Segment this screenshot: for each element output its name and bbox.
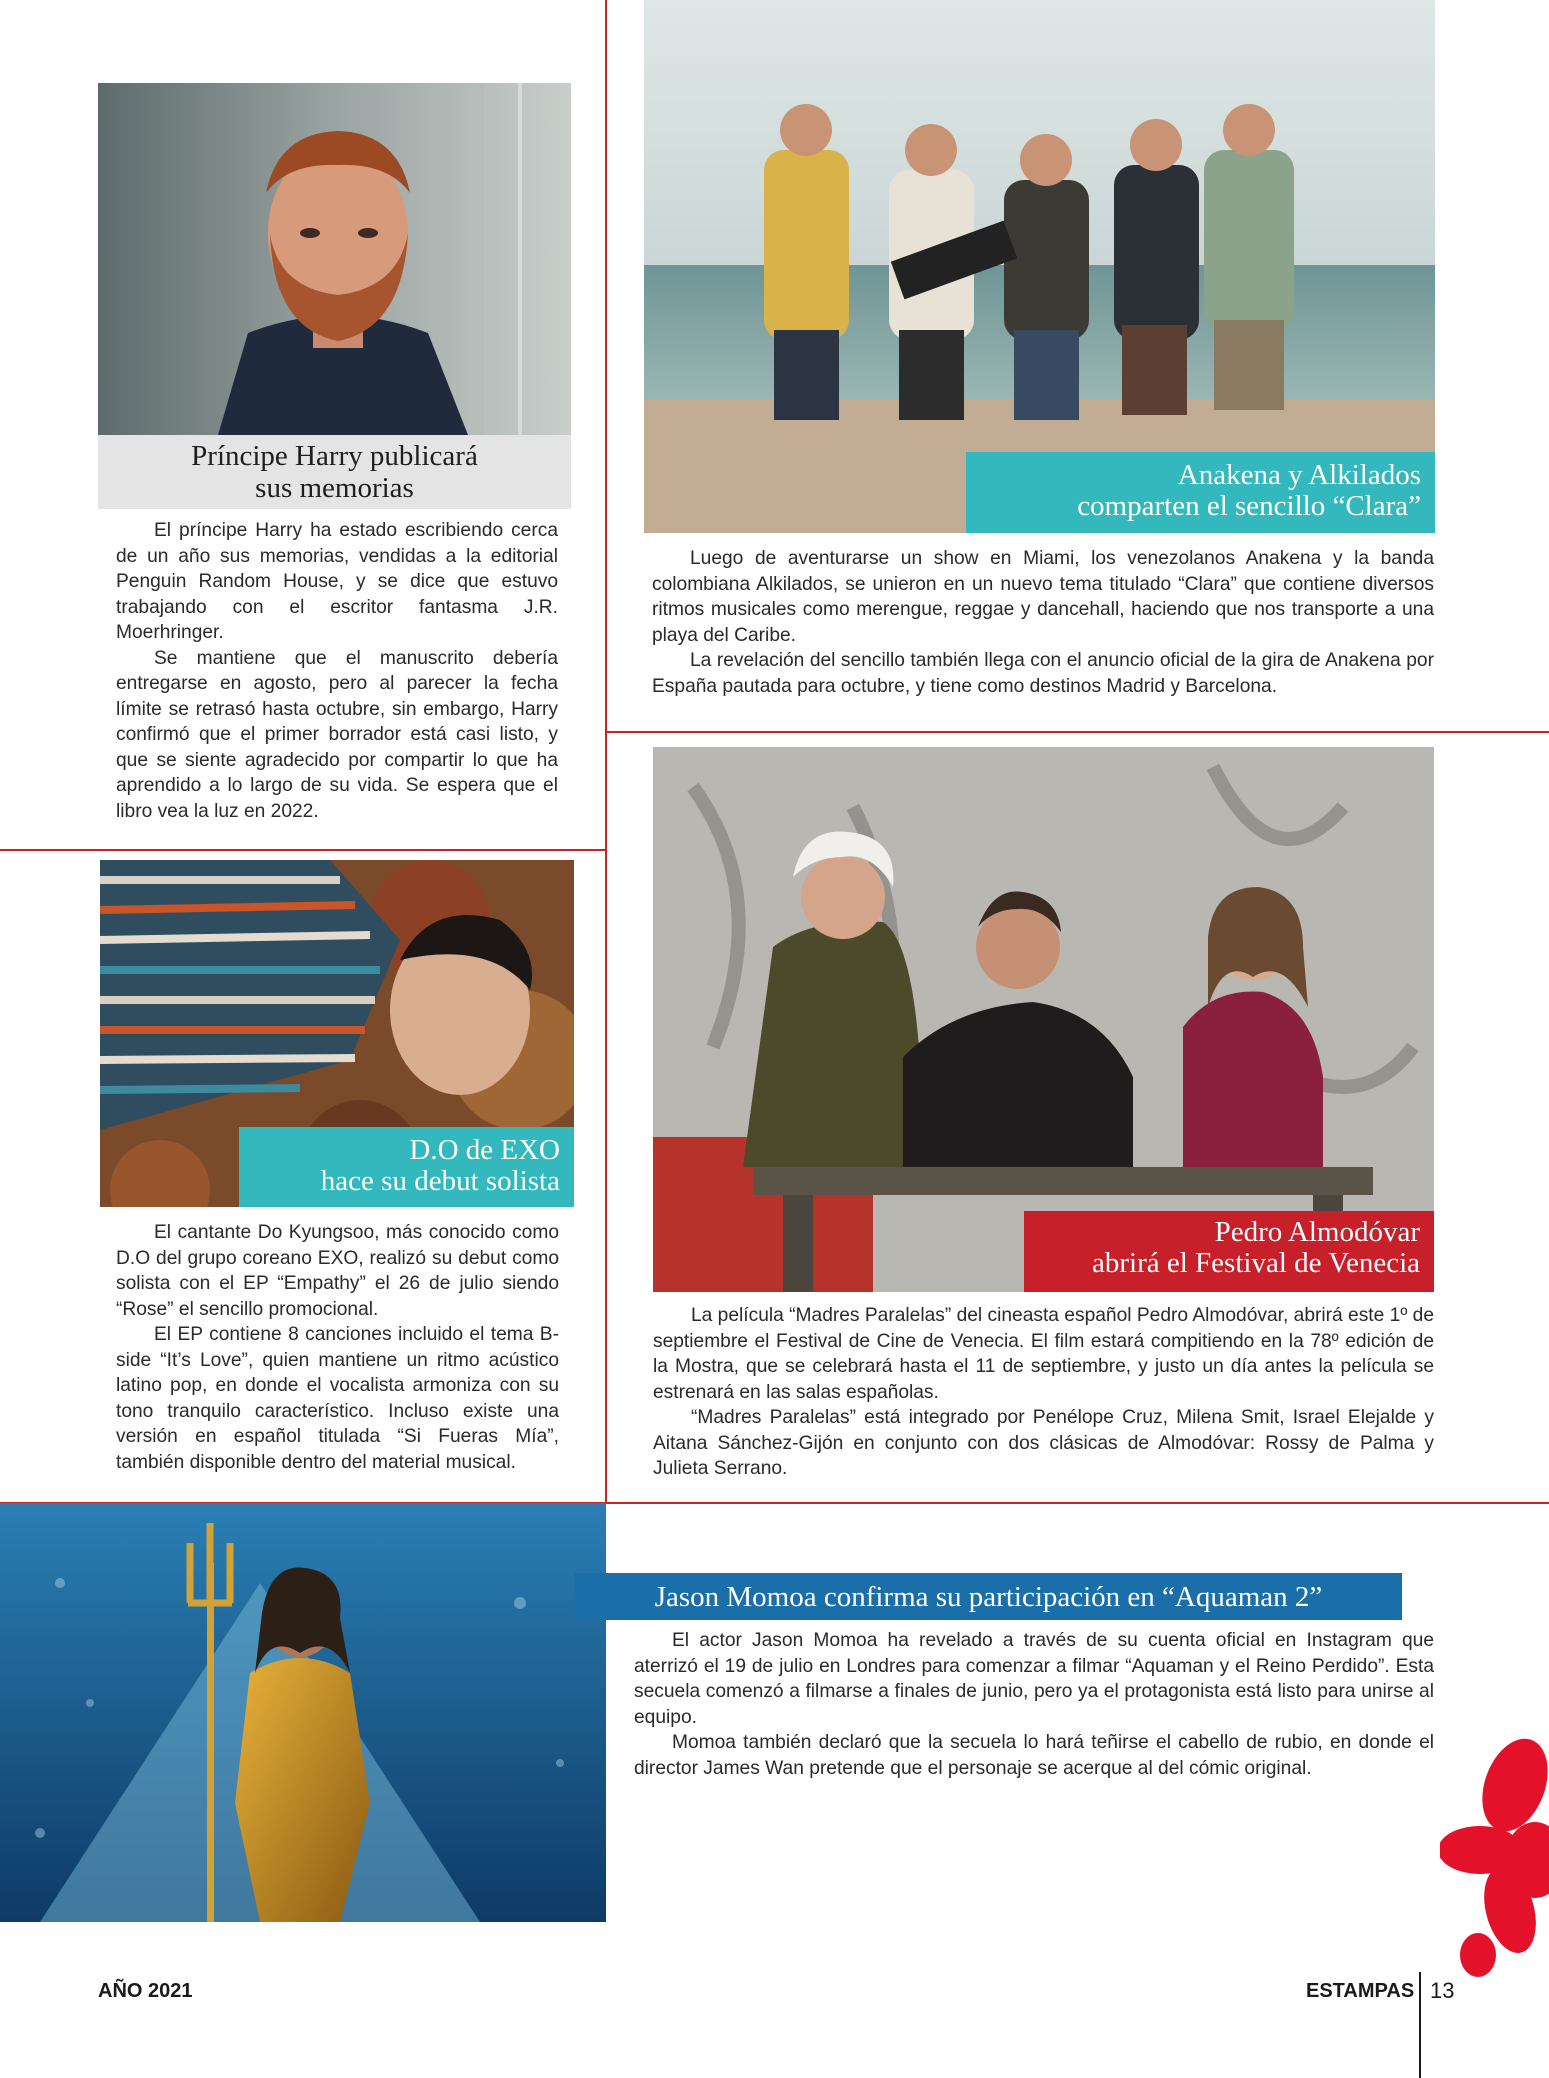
exo-headline-line1: D.O de EXO bbox=[409, 1134, 560, 1166]
footer-magazine: ESTAMPAS bbox=[1306, 1980, 1415, 2002]
momoa-paragraph-2: Momoa también declaró que la secuela lo hará teñirse el cabello de rubio, en donde el director James Wan pretende que el personaje se acerque al del cómic original. bbox=[634, 1732, 1434, 1779]
exo-headline bbox=[239, 1127, 574, 1207]
momoa-paragraph-1: El actor Jason Momoa ha revelado a través de su cuenta oficial en Instagram que aterrizó el 19 de julio en Londres para comenzar a filmar “Aquaman y el Reino Perdido”. Esta secuela comenzó a filmarse a finales de junio, pero ya el protagonista está listo para unirse al equipo. bbox=[634, 1630, 1434, 1728]
almodovar-paragraph-2: “Madres Paralelas” está integrado por Penélope Cruz, Milena Smit, Israel Elejalde y Aitana Sánchez-Gijón en conjunto con dos clásicas de Almodóvar: Rossy de Palma y Julieta Serrano. bbox=[653, 1407, 1434, 1479]
exo-body bbox=[116, 1220, 559, 1475]
anakena-headline-line1: Anakena y Alkilados bbox=[1177, 459, 1421, 491]
harry-photo bbox=[98, 83, 571, 435]
divider-vertical-top bbox=[605, 0, 607, 1502]
almodovar-body bbox=[653, 1303, 1434, 1482]
exo-headline-line2: hace su debut solista bbox=[320, 1165, 560, 1197]
harry-headline bbox=[98, 435, 571, 509]
anakena-paragraph-2: La revelación del sencillo también llega con el anuncio oficial de la gira de Anakena por España pautada para octubre, y tiene como destinos Madrid y Barcelona. bbox=[652, 650, 1434, 697]
harry-headline-line2: sus memorias bbox=[255, 472, 414, 504]
almodovar-paragraph-1: La película “Madres Paralelas” del cineasta español Pedro Almodóvar, abrirá este 1º de septiembre el Festival de Cine de Venecia. El film estará compitiendo en la 78º edición de la Mostra, que se celebrará hasta el 11 de septiembre, y justo un día antes la película se estrenará en las salas españolas. bbox=[653, 1305, 1434, 1403]
exo-paragraph-1: El cantante Do Kyungsoo, más conocido como D.O del grupo coreano EXO, realizó su debut como solista con el EP “Empathy” el 26 de julio siendo “Rose” el sencillo promocional. bbox=[116, 1222, 559, 1320]
momoa-headline: Jason Momoa confirma su participación en “Aquaman 2” bbox=[575, 1573, 1402, 1620]
harry-paragraph-2: Se mantiene que el manuscrito debería entregarse en agosto, pero al parecer la fecha límite se retrasó hasta octubre, sin embargo, Harry confirmó que el primer borrador está casi listo, y que se siente agradecido por compartir lo que ha aprendido a lo largo de su vida. Se espera que el libro vea la luz en 2022. bbox=[116, 647, 558, 822]
divider-left-mid bbox=[0, 849, 606, 851]
harry-headline-line1: Príncipe Harry publicará bbox=[191, 440, 478, 472]
footer-separator bbox=[1419, 1972, 1421, 2078]
harry-paragraph-1: El príncipe Harry ha estado escribiendo cerca de un año sus memorias, vendidas a la editorial Penguin Random House, y se dice que estuvo trabajando con el escritor fantasma J.R. Moerhringer. bbox=[116, 520, 558, 643]
momoa-body bbox=[634, 1628, 1434, 1781]
anakena-body bbox=[652, 546, 1434, 699]
divider-right-upper bbox=[606, 731, 1549, 733]
exo-paragraph-2: El EP contiene 8 canciones incluido el tema B-side “It’s Love”, quien mantiene un ritmo acústico latino pop, en donde el vocalista armoniza con su tono tranquilo característico. Incluso existe una versión en español titulada “Si Fueras Mía”, también disponible dentro del material musical. bbox=[116, 1324, 559, 1473]
footer-page-number: 13 bbox=[1430, 1978, 1455, 2003]
footer-year: AÑO 2021 bbox=[98, 1980, 193, 2002]
anakena-headline-line2: comparten el sencillo “Clara” bbox=[1077, 490, 1421, 522]
anakena-headline bbox=[966, 452, 1435, 533]
aquaman-photo bbox=[0, 1503, 606, 1922]
anakena-paragraph-1: Luego de aventurarse un show en Miami, los venezolanos Anakena y la banda colombiana Alkilados, se unieron en un nuevo tema titulado “Clara” que contiene diversos ritmos musicales como merengue, reggae y dancehall, haciendo que nos transporte a una playa del Caribe. bbox=[652, 548, 1434, 646]
red-splash-decoration bbox=[1440, 1735, 1549, 1997]
almodovar-headline bbox=[1024, 1211, 1434, 1292]
harry-body bbox=[116, 518, 558, 824]
almodovar-headline-line1: Pedro Almodóvar bbox=[1214, 1216, 1420, 1248]
almodovar-headline-line2: abrirá el Festival de Venecia bbox=[1092, 1247, 1420, 1279]
